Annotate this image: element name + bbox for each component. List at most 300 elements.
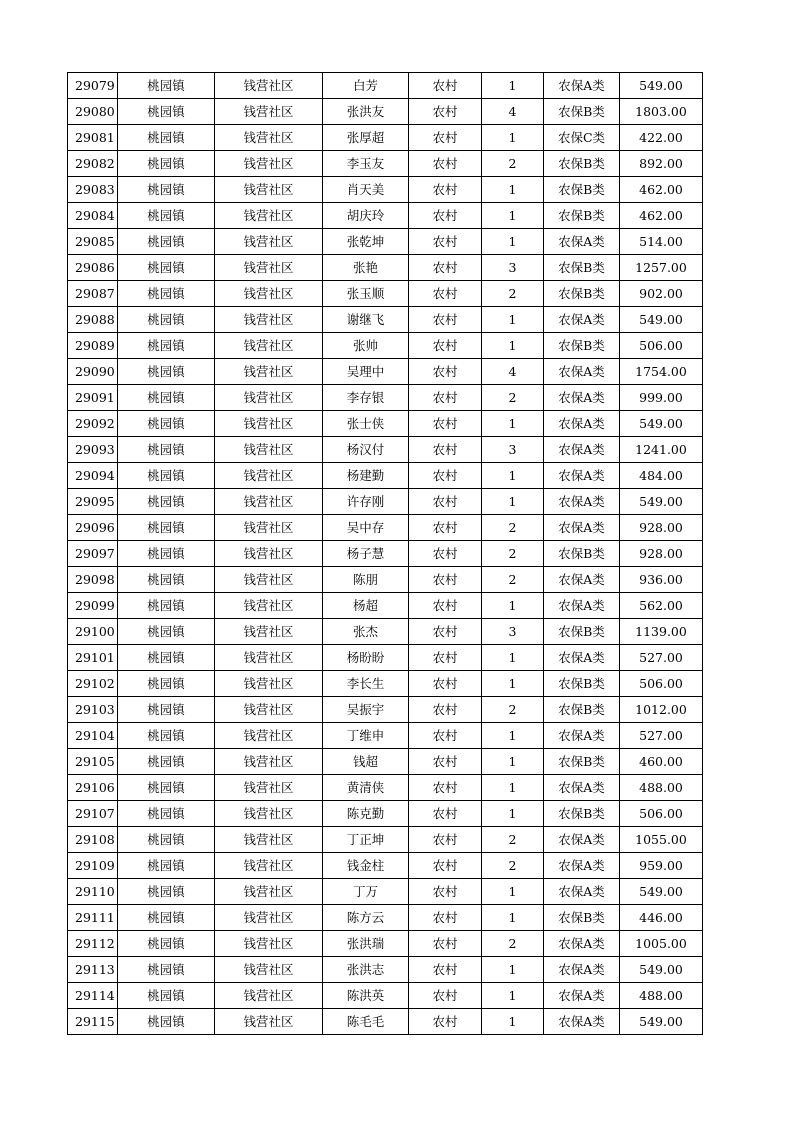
record-id-cell: 29084 — [68, 203, 118, 229]
community-cell: 钱营社区 — [215, 463, 323, 489]
community-cell: 钱营社区 — [215, 645, 323, 671]
amount-cell: 1012.00 — [620, 697, 703, 723]
record-id-cell: 29114 — [68, 983, 118, 1009]
name-cell: 张洪瑞 — [323, 931, 409, 957]
record-id-cell: 29093 — [68, 437, 118, 463]
record-id-cell: 29113 — [68, 957, 118, 983]
record-id-cell: 29109 — [68, 853, 118, 879]
name-cell: 丁万 — [323, 879, 409, 905]
name-cell: 杨盼盼 — [323, 645, 409, 671]
household-count-cell: 2 — [482, 151, 544, 177]
community-cell: 钱营社区 — [215, 229, 323, 255]
record-id-cell: 29105 — [68, 749, 118, 775]
amount-cell: 484.00 — [620, 463, 703, 489]
table-row — [68, 619, 703, 645]
insurance-class-cell: 农保A类 — [544, 853, 620, 879]
table-row — [68, 255, 703, 281]
table-row — [68, 411, 703, 437]
area-type-cell: 农村 — [409, 931, 482, 957]
community-cell: 钱营社区 — [215, 411, 323, 437]
amount-cell: 1257.00 — [620, 255, 703, 281]
insurance-class-cell: 农保A类 — [544, 489, 620, 515]
community-cell: 钱营社区 — [215, 307, 323, 333]
table-row — [68, 827, 703, 853]
area-type-cell: 农村 — [409, 671, 482, 697]
household-count-cell: 2 — [482, 853, 544, 879]
household-count-cell: 2 — [482, 515, 544, 541]
town-cell: 桃园镇 — [118, 931, 215, 957]
community-cell: 钱营社区 — [215, 437, 323, 463]
table-row — [68, 203, 703, 229]
name-cell: 吴中存 — [323, 515, 409, 541]
amount-cell: 549.00 — [620, 411, 703, 437]
area-type-cell: 农村 — [409, 567, 482, 593]
household-count-cell: 1 — [482, 983, 544, 1009]
amount-cell: 549.00 — [620, 957, 703, 983]
area-type-cell: 农村 — [409, 645, 482, 671]
town-cell: 桃园镇 — [118, 515, 215, 541]
record-id-cell: 29098 — [68, 567, 118, 593]
table-row — [68, 697, 703, 723]
town-cell: 桃园镇 — [118, 73, 215, 99]
name-cell: 张乾坤 — [323, 229, 409, 255]
amount-cell: 488.00 — [620, 775, 703, 801]
household-count-cell: 2 — [482, 827, 544, 853]
name-cell: 陈毛毛 — [323, 1009, 409, 1035]
area-type-cell: 农村 — [409, 905, 482, 931]
community-cell: 钱营社区 — [215, 775, 323, 801]
record-id-cell: 29115 — [68, 1009, 118, 1035]
community-cell: 钱营社区 — [215, 749, 323, 775]
record-id-cell: 29088 — [68, 307, 118, 333]
area-type-cell: 农村 — [409, 437, 482, 463]
table-row — [68, 801, 703, 827]
insurance-class-cell: 农保A类 — [544, 931, 620, 957]
insurance-class-cell: 农保B类 — [544, 281, 620, 307]
amount-cell: 999.00 — [620, 385, 703, 411]
name-cell: 李存银 — [323, 385, 409, 411]
insurance-class-cell: 农保A类 — [544, 515, 620, 541]
name-cell: 钱超 — [323, 749, 409, 775]
area-type-cell: 农村 — [409, 541, 482, 567]
community-cell: 钱营社区 — [215, 931, 323, 957]
record-id-cell: 29104 — [68, 723, 118, 749]
insurance-class-cell: 农保B类 — [544, 333, 620, 359]
area-type-cell: 农村 — [409, 983, 482, 1009]
table-row — [68, 437, 703, 463]
town-cell: 桃园镇 — [118, 177, 215, 203]
amount-cell: 959.00 — [620, 853, 703, 879]
insurance-class-cell: 农保A类 — [544, 827, 620, 853]
community-cell: 钱营社区 — [215, 281, 323, 307]
community-cell: 钱营社区 — [215, 905, 323, 931]
amount-cell: 462.00 — [620, 203, 703, 229]
table-row — [68, 307, 703, 333]
insurance-class-cell: 农保A类 — [544, 593, 620, 619]
record-id-cell: 29108 — [68, 827, 118, 853]
insurance-class-cell: 农保B类 — [544, 541, 620, 567]
household-count-cell: 3 — [482, 437, 544, 463]
insurance-class-cell: 农保A类 — [544, 645, 620, 671]
record-id-cell: 29111 — [68, 905, 118, 931]
table-row — [68, 73, 703, 99]
town-cell: 桃园镇 — [118, 983, 215, 1009]
town-cell: 桃园镇 — [118, 593, 215, 619]
household-count-cell: 1 — [482, 125, 544, 151]
amount-cell: 462.00 — [620, 177, 703, 203]
household-count-cell: 2 — [482, 385, 544, 411]
area-type-cell: 农村 — [409, 853, 482, 879]
town-cell: 桃园镇 — [118, 125, 215, 151]
household-count-cell: 1 — [482, 307, 544, 333]
insurance-class-cell: 农保A类 — [544, 775, 620, 801]
community-cell: 钱营社区 — [215, 177, 323, 203]
town-cell: 桃园镇 — [118, 723, 215, 749]
community-cell: 钱营社区 — [215, 671, 323, 697]
community-cell: 钱营社区 — [215, 489, 323, 515]
amount-cell: 549.00 — [620, 73, 703, 99]
household-count-cell: 1 — [482, 463, 544, 489]
community-cell: 钱营社区 — [215, 853, 323, 879]
amount-cell: 928.00 — [620, 541, 703, 567]
table-row — [68, 723, 703, 749]
town-cell: 桃园镇 — [118, 879, 215, 905]
insurance-class-cell: 农保A类 — [544, 879, 620, 905]
record-id-cell: 29091 — [68, 385, 118, 411]
record-id-cell: 29102 — [68, 671, 118, 697]
table-row — [68, 151, 703, 177]
town-cell: 桃园镇 — [118, 203, 215, 229]
amount-cell: 928.00 — [620, 515, 703, 541]
area-type-cell: 农村 — [409, 489, 482, 515]
name-cell: 张士侠 — [323, 411, 409, 437]
insurance-class-cell: 农保C类 — [544, 125, 620, 151]
amount-cell: 549.00 — [620, 1009, 703, 1035]
insurance-class-cell: 农保B类 — [544, 671, 620, 697]
name-cell: 张杰 — [323, 619, 409, 645]
insurance-class-cell: 农保B类 — [544, 801, 620, 827]
name-cell: 丁维申 — [323, 723, 409, 749]
insurance-class-cell: 农保A类 — [544, 983, 620, 1009]
household-count-cell: 2 — [482, 281, 544, 307]
town-cell: 桃园镇 — [118, 749, 215, 775]
amount-cell: 936.00 — [620, 567, 703, 593]
area-type-cell: 农村 — [409, 463, 482, 489]
town-cell: 桃园镇 — [118, 801, 215, 827]
community-cell: 钱营社区 — [215, 255, 323, 281]
amount-cell: 506.00 — [620, 671, 703, 697]
table-row — [68, 645, 703, 671]
area-type-cell: 农村 — [409, 957, 482, 983]
insurance-class-cell: 农保B类 — [544, 203, 620, 229]
area-type-cell: 农村 — [409, 1009, 482, 1035]
area-type-cell: 农村 — [409, 619, 482, 645]
amount-cell: 902.00 — [620, 281, 703, 307]
community-cell: 钱营社区 — [215, 385, 323, 411]
town-cell: 桃园镇 — [118, 697, 215, 723]
record-id-cell: 29083 — [68, 177, 118, 203]
household-count-cell: 3 — [482, 619, 544, 645]
community-cell: 钱营社区 — [215, 827, 323, 853]
community-cell: 钱营社区 — [215, 801, 323, 827]
insurance-class-cell: 农保B类 — [544, 905, 620, 931]
town-cell: 桃园镇 — [118, 853, 215, 879]
table-row — [68, 281, 703, 307]
town-cell: 桃园镇 — [118, 281, 215, 307]
table-row — [68, 489, 703, 515]
amount-cell: 527.00 — [620, 645, 703, 671]
area-type-cell: 农村 — [409, 281, 482, 307]
table-row — [68, 749, 703, 775]
table-row — [68, 385, 703, 411]
area-type-cell: 农村 — [409, 515, 482, 541]
record-id-cell: 29112 — [68, 931, 118, 957]
insurance-class-cell: 农保B类 — [544, 177, 620, 203]
town-cell: 桃园镇 — [118, 359, 215, 385]
community-cell: 钱营社区 — [215, 697, 323, 723]
area-type-cell: 农村 — [409, 593, 482, 619]
town-cell: 桃园镇 — [118, 775, 215, 801]
table-row — [68, 177, 703, 203]
area-type-cell: 农村 — [409, 385, 482, 411]
household-count-cell: 1 — [482, 203, 544, 229]
town-cell: 桃园镇 — [118, 645, 215, 671]
amount-cell: 892.00 — [620, 151, 703, 177]
town-cell: 桃园镇 — [118, 437, 215, 463]
household-count-cell: 1 — [482, 411, 544, 437]
household-count-cell: 2 — [482, 567, 544, 593]
household-count-cell: 4 — [482, 359, 544, 385]
name-cell: 李长生 — [323, 671, 409, 697]
area-type-cell: 农村 — [409, 151, 482, 177]
community-cell: 钱营社区 — [215, 541, 323, 567]
table-row — [68, 905, 703, 931]
area-type-cell: 农村 — [409, 723, 482, 749]
town-cell: 桃园镇 — [118, 229, 215, 255]
record-id-cell: 29101 — [68, 645, 118, 671]
name-cell: 陈方云 — [323, 905, 409, 931]
town-cell: 桃园镇 — [118, 255, 215, 281]
table-row — [68, 541, 703, 567]
household-count-cell: 1 — [482, 879, 544, 905]
record-id-cell: 29099 — [68, 593, 118, 619]
amount-cell: 506.00 — [620, 801, 703, 827]
insurance-class-cell: 农保B类 — [544, 99, 620, 125]
record-id-cell: 29110 — [68, 879, 118, 905]
record-id-cell: 29103 — [68, 697, 118, 723]
town-cell: 桃园镇 — [118, 541, 215, 567]
data-table — [67, 72, 703, 1035]
area-type-cell: 农村 — [409, 307, 482, 333]
area-type-cell: 农村 — [409, 879, 482, 905]
amount-cell: 1005.00 — [620, 931, 703, 957]
area-type-cell: 农村 — [409, 229, 482, 255]
name-cell: 张玉顺 — [323, 281, 409, 307]
town-cell: 桃园镇 — [118, 957, 215, 983]
insurance-class-cell: 农保A类 — [544, 463, 620, 489]
record-id-cell: 29100 — [68, 619, 118, 645]
household-count-cell: 1 — [482, 593, 544, 619]
name-cell: 陈克勤 — [323, 801, 409, 827]
household-count-cell: 1 — [482, 749, 544, 775]
table-row — [68, 593, 703, 619]
area-type-cell: 农村 — [409, 801, 482, 827]
table-row — [68, 463, 703, 489]
insurance-class-cell: 农保A类 — [544, 359, 620, 385]
insurance-class-cell: 农保A类 — [544, 307, 620, 333]
record-id-cell: 29080 — [68, 99, 118, 125]
insurance-class-cell: 农保B类 — [544, 255, 620, 281]
amount-cell: 1803.00 — [620, 99, 703, 125]
household-count-cell: 1 — [482, 957, 544, 983]
amount-cell: 488.00 — [620, 983, 703, 1009]
name-cell: 丁正坤 — [323, 827, 409, 853]
name-cell: 吴振宇 — [323, 697, 409, 723]
record-id-cell: 29081 — [68, 125, 118, 151]
area-type-cell: 农村 — [409, 333, 482, 359]
record-id-cell: 29090 — [68, 359, 118, 385]
record-id-cell: 29094 — [68, 463, 118, 489]
record-id-cell: 29089 — [68, 333, 118, 359]
name-cell: 杨汉付 — [323, 437, 409, 463]
household-count-cell: 2 — [482, 541, 544, 567]
name-cell: 钱金柱 — [323, 853, 409, 879]
insurance-class-cell: 农保A类 — [544, 723, 620, 749]
insurance-class-cell: 农保A类 — [544, 567, 620, 593]
town-cell: 桃园镇 — [118, 151, 215, 177]
community-cell: 钱营社区 — [215, 879, 323, 905]
amount-cell: 506.00 — [620, 333, 703, 359]
insurance-class-cell: 农保A类 — [544, 437, 620, 463]
record-id-cell: 29096 — [68, 515, 118, 541]
table-row — [68, 567, 703, 593]
area-type-cell: 农村 — [409, 203, 482, 229]
area-type-cell: 农村 — [409, 775, 482, 801]
household-count-cell: 1 — [482, 775, 544, 801]
community-cell: 钱营社区 — [215, 203, 323, 229]
community-cell: 钱营社区 — [215, 99, 323, 125]
insurance-class-cell: 农保A类 — [544, 1009, 620, 1035]
table-row — [68, 671, 703, 697]
table-row — [68, 515, 703, 541]
community-cell: 钱营社区 — [215, 593, 323, 619]
table-row — [68, 1009, 703, 1035]
table-row — [68, 359, 703, 385]
area-type-cell: 农村 — [409, 99, 482, 125]
name-cell: 张洪友 — [323, 99, 409, 125]
table-row — [68, 125, 703, 151]
table-row — [68, 983, 703, 1009]
town-cell: 桃园镇 — [118, 385, 215, 411]
community-cell: 钱营社区 — [215, 515, 323, 541]
insurance-class-cell: 农保B类 — [544, 151, 620, 177]
amount-cell: 446.00 — [620, 905, 703, 931]
household-count-cell: 1 — [482, 801, 544, 827]
amount-cell: 460.00 — [620, 749, 703, 775]
town-cell: 桃园镇 — [118, 333, 215, 359]
community-cell: 钱营社区 — [215, 983, 323, 1009]
household-count-cell: 1 — [482, 333, 544, 359]
insurance-class-cell: 农保A类 — [544, 73, 620, 99]
area-type-cell: 农村 — [409, 125, 482, 151]
record-id-cell: 29086 — [68, 255, 118, 281]
insurance-class-cell: 农保A类 — [544, 385, 620, 411]
town-cell: 桃园镇 — [118, 463, 215, 489]
town-cell: 桃园镇 — [118, 1009, 215, 1035]
household-count-cell: 1 — [482, 645, 544, 671]
community-cell: 钱营社区 — [215, 73, 323, 99]
insurance-class-cell: 农保A类 — [544, 229, 620, 255]
table-body — [68, 73, 703, 1035]
household-count-cell: 1 — [482, 1009, 544, 1035]
table-row — [68, 853, 703, 879]
insurance-class-cell: 农保A类 — [544, 957, 620, 983]
name-cell: 肖天美 — [323, 177, 409, 203]
town-cell: 桃园镇 — [118, 489, 215, 515]
name-cell: 张艳 — [323, 255, 409, 281]
name-cell: 白芳 — [323, 73, 409, 99]
name-cell: 陈洪英 — [323, 983, 409, 1009]
name-cell: 黄清侠 — [323, 775, 409, 801]
insurance-class-cell: 农保A类 — [544, 411, 620, 437]
table-row — [68, 931, 703, 957]
amount-cell: 1055.00 — [620, 827, 703, 853]
amount-cell: 1241.00 — [620, 437, 703, 463]
household-count-cell: 1 — [482, 229, 544, 255]
table-row — [68, 229, 703, 255]
insurance-class-cell: 农保B类 — [544, 619, 620, 645]
community-cell: 钱营社区 — [215, 151, 323, 177]
record-id-cell: 29085 — [68, 229, 118, 255]
name-cell: 杨子慧 — [323, 541, 409, 567]
name-cell: 胡庆玲 — [323, 203, 409, 229]
town-cell: 桃园镇 — [118, 567, 215, 593]
amount-cell: 549.00 — [620, 879, 703, 905]
town-cell: 桃园镇 — [118, 619, 215, 645]
household-count-cell: 3 — [482, 255, 544, 281]
area-type-cell: 农村 — [409, 411, 482, 437]
community-cell: 钱营社区 — [215, 333, 323, 359]
record-id-cell: 29092 — [68, 411, 118, 437]
area-type-cell: 农村 — [409, 749, 482, 775]
community-cell: 钱营社区 — [215, 567, 323, 593]
amount-cell: 422.00 — [620, 125, 703, 151]
area-type-cell: 农村 — [409, 177, 482, 203]
table-row — [68, 775, 703, 801]
record-id-cell: 29106 — [68, 775, 118, 801]
household-count-cell: 4 — [482, 99, 544, 125]
area-type-cell: 农村 — [409, 827, 482, 853]
household-count-cell: 1 — [482, 905, 544, 931]
table-row — [68, 957, 703, 983]
name-cell: 陈朋 — [323, 567, 409, 593]
household-count-cell: 2 — [482, 697, 544, 723]
household-count-cell: 1 — [482, 671, 544, 697]
community-cell: 钱营社区 — [215, 125, 323, 151]
area-type-cell: 农村 — [409, 255, 482, 281]
amount-cell: 1754.00 — [620, 359, 703, 385]
town-cell: 桃园镇 — [118, 411, 215, 437]
name-cell: 李玉友 — [323, 151, 409, 177]
community-cell: 钱营社区 — [215, 957, 323, 983]
insurance-class-cell: 农保B类 — [544, 749, 620, 775]
name-cell: 张厚超 — [323, 125, 409, 151]
table-row — [68, 879, 703, 905]
town-cell: 桃园镇 — [118, 307, 215, 333]
household-count-cell: 1 — [482, 723, 544, 749]
household-count-cell: 2 — [482, 931, 544, 957]
record-id-cell: 29082 — [68, 151, 118, 177]
